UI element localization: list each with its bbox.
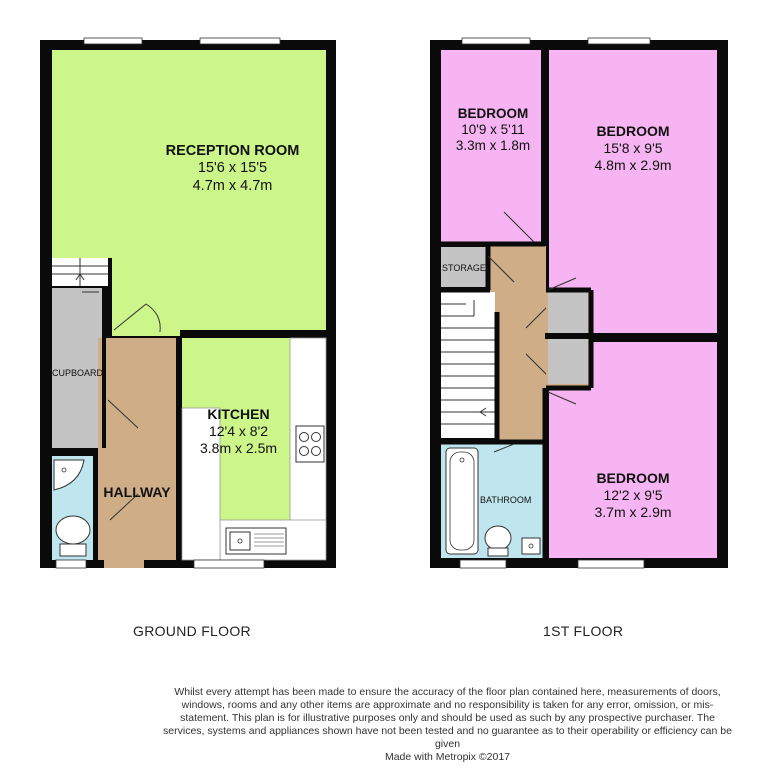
hob-icon <box>296 426 324 462</box>
reception-room-metric: 4.7m x 4.7m <box>192 177 273 194</box>
first-floor-stairs <box>441 292 495 438</box>
bedroom-lower-label <box>575 470 691 520</box>
bedroom-small-name: BEDROOM <box>457 106 529 121</box>
cupboard-label: CUPBOARD <box>52 368 104 378</box>
bathroom-basin-icon <box>522 538 540 554</box>
kitchen-imperial: 12'4 x 8'2 <box>208 422 269 439</box>
bedroom-small-metric: 3.3m x 1.8m <box>455 138 531 154</box>
hallway-name: HALLWAY <box>103 484 171 500</box>
bedroom-lower-imperial: 12'2 x 9'5 <box>603 486 663 503</box>
bathroom-label: BATHROOM <box>480 495 532 505</box>
reception-room-imperial: 15'6 x 15'5 <box>197 160 268 177</box>
toilet-icon <box>56 516 90 556</box>
bedroom-large-label <box>575 123 691 173</box>
hallway-label <box>95 484 179 501</box>
ground-stairs <box>52 258 110 286</box>
ground-floor-title: GROUND FLOOR <box>133 623 251 639</box>
bedroom-large-metric: 4.8m x 2.9m <box>594 156 672 173</box>
bathroom-toilet-icon <box>485 526 511 556</box>
bedroom-small-label <box>441 106 545 155</box>
reception-room-name: RECEPTION ROOM <box>165 143 300 159</box>
first-floor-title: 1ST FLOOR <box>543 623 624 639</box>
disclaimer-text: Whilst every attempt has been made to ensure the accuracy of the floor plan contained here, measurements of doors, windows, rooms and any other items are approximate and no responsibility is taken for any error, omission, or mis-statement. This plan is for illustrative purposes only and should be used as such by any prospective purchaser. The services, systems and appliances shown have not been tested and no guarantee as to their operability or efficiency can be given <box>163 686 732 750</box>
kitchen-label <box>186 406 291 456</box>
kitchen-sink-icon <box>226 528 286 554</box>
bedroom-large-imperial: 15'8 x 9'5 <box>603 139 663 156</box>
storage-label: STORAGE <box>442 263 486 273</box>
bedroom-large-name: BEDROOM <box>596 123 670 139</box>
disclaimer <box>160 686 735 764</box>
reception-room-label <box>130 143 335 195</box>
kitchen-metric: 3.8m x 2.5m <box>199 439 278 456</box>
bedroom-lower-name: BEDROOM <box>596 470 670 486</box>
bedroom-small-imperial: 10'9 x 5'11 <box>461 122 525 138</box>
hallway-area <box>98 338 178 560</box>
bath-icon <box>446 448 478 554</box>
metropix-credit: Made with Metropix ©2017 <box>384 751 511 763</box>
ground-floor-plan <box>40 38 336 568</box>
bedroom-lower-metric: 3.7m x 2.9m <box>594 503 672 520</box>
kitchen-name: KITCHEN <box>207 406 270 422</box>
